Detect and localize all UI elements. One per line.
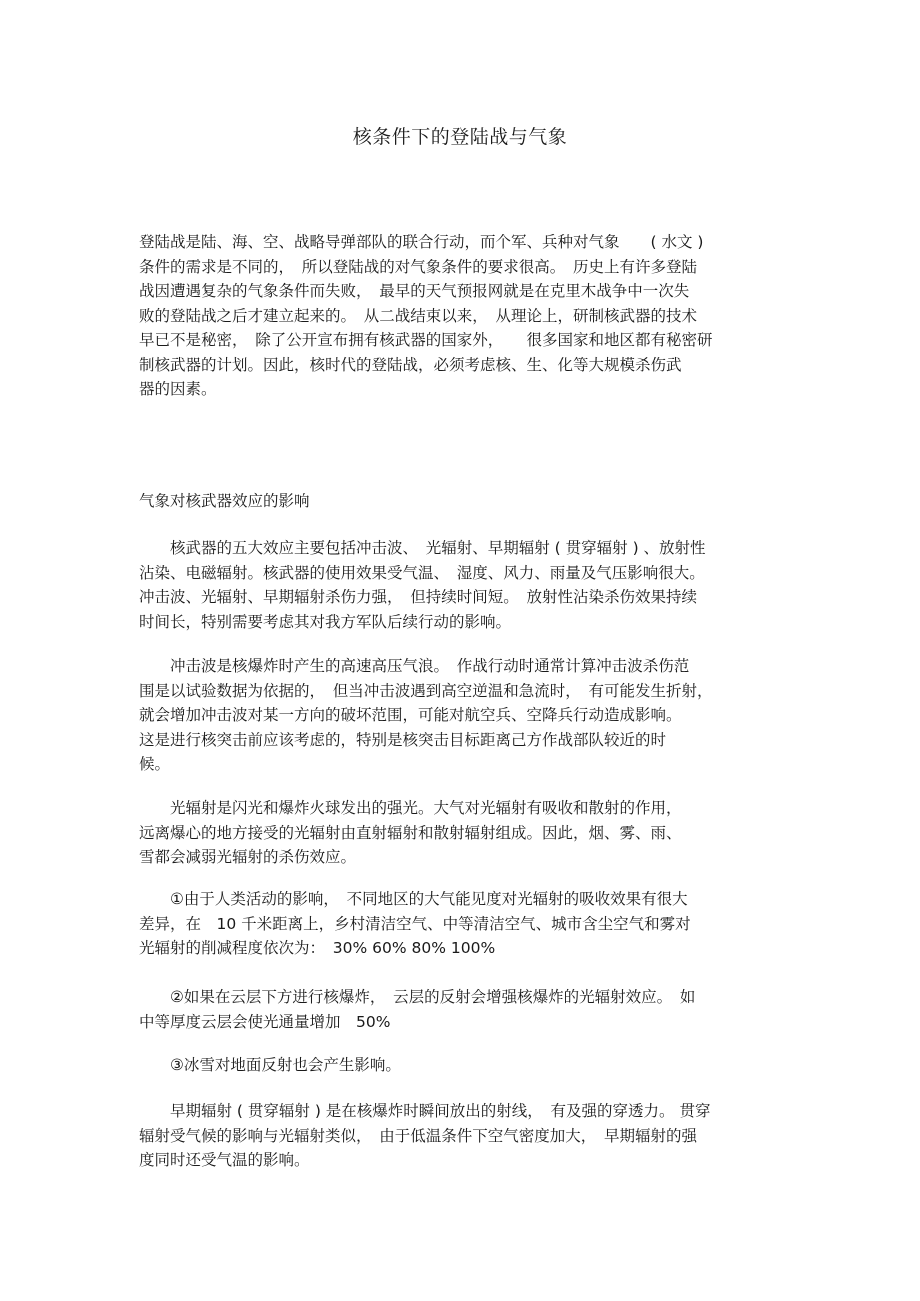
text-line: 核武器的五大效应主要包括冲击波、 光辐射、早期辐射 ( 贯穿辐射 ) 、放射性 bbox=[139, 539, 706, 557]
text-line: 光辐射的削减程度依次为： 30% 60% 80% 100% bbox=[139, 939, 496, 957]
light-radiation-paragraph bbox=[139, 796, 781, 870]
text-line: 时间长，特别需要考虑其对我方军队后续行动的影响。 bbox=[139, 612, 512, 631]
text-line: 冲击波、光辐射、早期辐射杀伤力强， 但持续时间短。 放射性沾染杀伤效果持续 bbox=[139, 588, 698, 606]
text-line: 器的因素。 bbox=[139, 380, 217, 398]
text-line: 远离爆心的地方接受的光辐射由直射辐射和散射辐射组成。因此，烟、雾、雨、 bbox=[139, 823, 682, 842]
text-line: 雪都会减弱光辐射的杀伤效应。 bbox=[139, 848, 357, 866]
effects-paragraph bbox=[139, 536, 781, 634]
text-line: 度同时还受气温的影响。 bbox=[139, 1151, 310, 1169]
text-line: 冲击波是核爆炸时产生的高速高压气浪。 作战行动时通常计算冲击波杀伤范 bbox=[139, 657, 690, 675]
document-title: 核条件下的登陆战与气象 bbox=[352, 126, 568, 148]
text-line: ②如果在云层下方进行核爆炸， 云层的反射会增强核爆炸的光辐射效应。 如 bbox=[139, 988, 696, 1006]
shockwave-paragraph bbox=[139, 654, 781, 777]
text-line: 早期辐射 ( 贯穿辐射 ) 是在核爆炸时瞬间放出的射线， 有及强的穿透力。 贯穿 bbox=[139, 1102, 711, 1120]
text-line: 围是以试验数据为依据的， 但当冲击波遇到高空逆温和急流时， 有可能发生折射， bbox=[139, 681, 713, 700]
text-line: 登陆战是陆、海、空、战略导弹部队的联合行动，而个军、兵种对气象 ( 水文 ) bbox=[139, 233, 704, 251]
text-line: ①由于人类活动的影响， 不同地区的大气能见度对光辐射的吸收效果有很大 bbox=[139, 890, 688, 908]
text-line: 差异，在 10 千米距离上，乡村清洁空气、中等清洁空气、城市含尘空气和雾对 bbox=[139, 914, 691, 933]
text-line: ③冰雪对地面反射也会产生影响。 bbox=[139, 1056, 401, 1074]
text-line: 沾染、电磁辐射。核武器的使用效果受气温、 湿度、风力、雨量及气压影响很大。 bbox=[139, 563, 705, 582]
text-line: 败的登陆战之后才建立起来的。 从二战结束以来， 从理论上，研制核武器的技术 bbox=[139, 306, 698, 325]
text-line: 光辐射是闪光和爆炸火球发出的强光。大气对光辐射有吸收和散射的作用， bbox=[139, 799, 682, 817]
item-2-paragraph bbox=[139, 985, 781, 1034]
text-line: 候。 bbox=[139, 755, 171, 773]
text-line: 就会增加冲击波对某一方向的破坏范围，可能对航空兵、空降兵行动造成影响。 bbox=[139, 706, 682, 724]
text-line: 这是进行核突击前应该考虑的，特别是核突击目标距离己方作战部队较近的时 bbox=[139, 730, 667, 749]
text-line: 制核武器的计划。因此，核时代的登陆战，必须考虑核、生、化等大规模杀伤武 bbox=[139, 355, 682, 374]
text-line: 辐射受气候的影响与光辐射类似， 由于低温条件下空气密度加大， 早期辐射的强 bbox=[139, 1126, 698, 1145]
section-heading: 气象对核武器效应的影响 bbox=[139, 492, 310, 510]
text-line: 战因遭遇复杂的气象条件而失败， 最早的天气预报网就是在克里木战争中一次失 bbox=[139, 282, 690, 300]
intro-paragraph bbox=[139, 230, 781, 402]
early-radiation-paragraph bbox=[139, 1099, 781, 1173]
text-line: 条件的需求是不同的， 所以登陆战的对气象条件的要求很高。 历史上有许多登陆 bbox=[139, 257, 698, 276]
item-1-paragraph bbox=[139, 887, 781, 961]
text-line: 中等厚度云层会使光通量增加 50% bbox=[139, 1012, 391, 1031]
item-3-paragraph bbox=[139, 1053, 781, 1078]
text-line: 早已不是秘密， 除了公开宣布拥有核武器的国家外， 很多国家和地区都有秘密研 bbox=[139, 331, 713, 349]
